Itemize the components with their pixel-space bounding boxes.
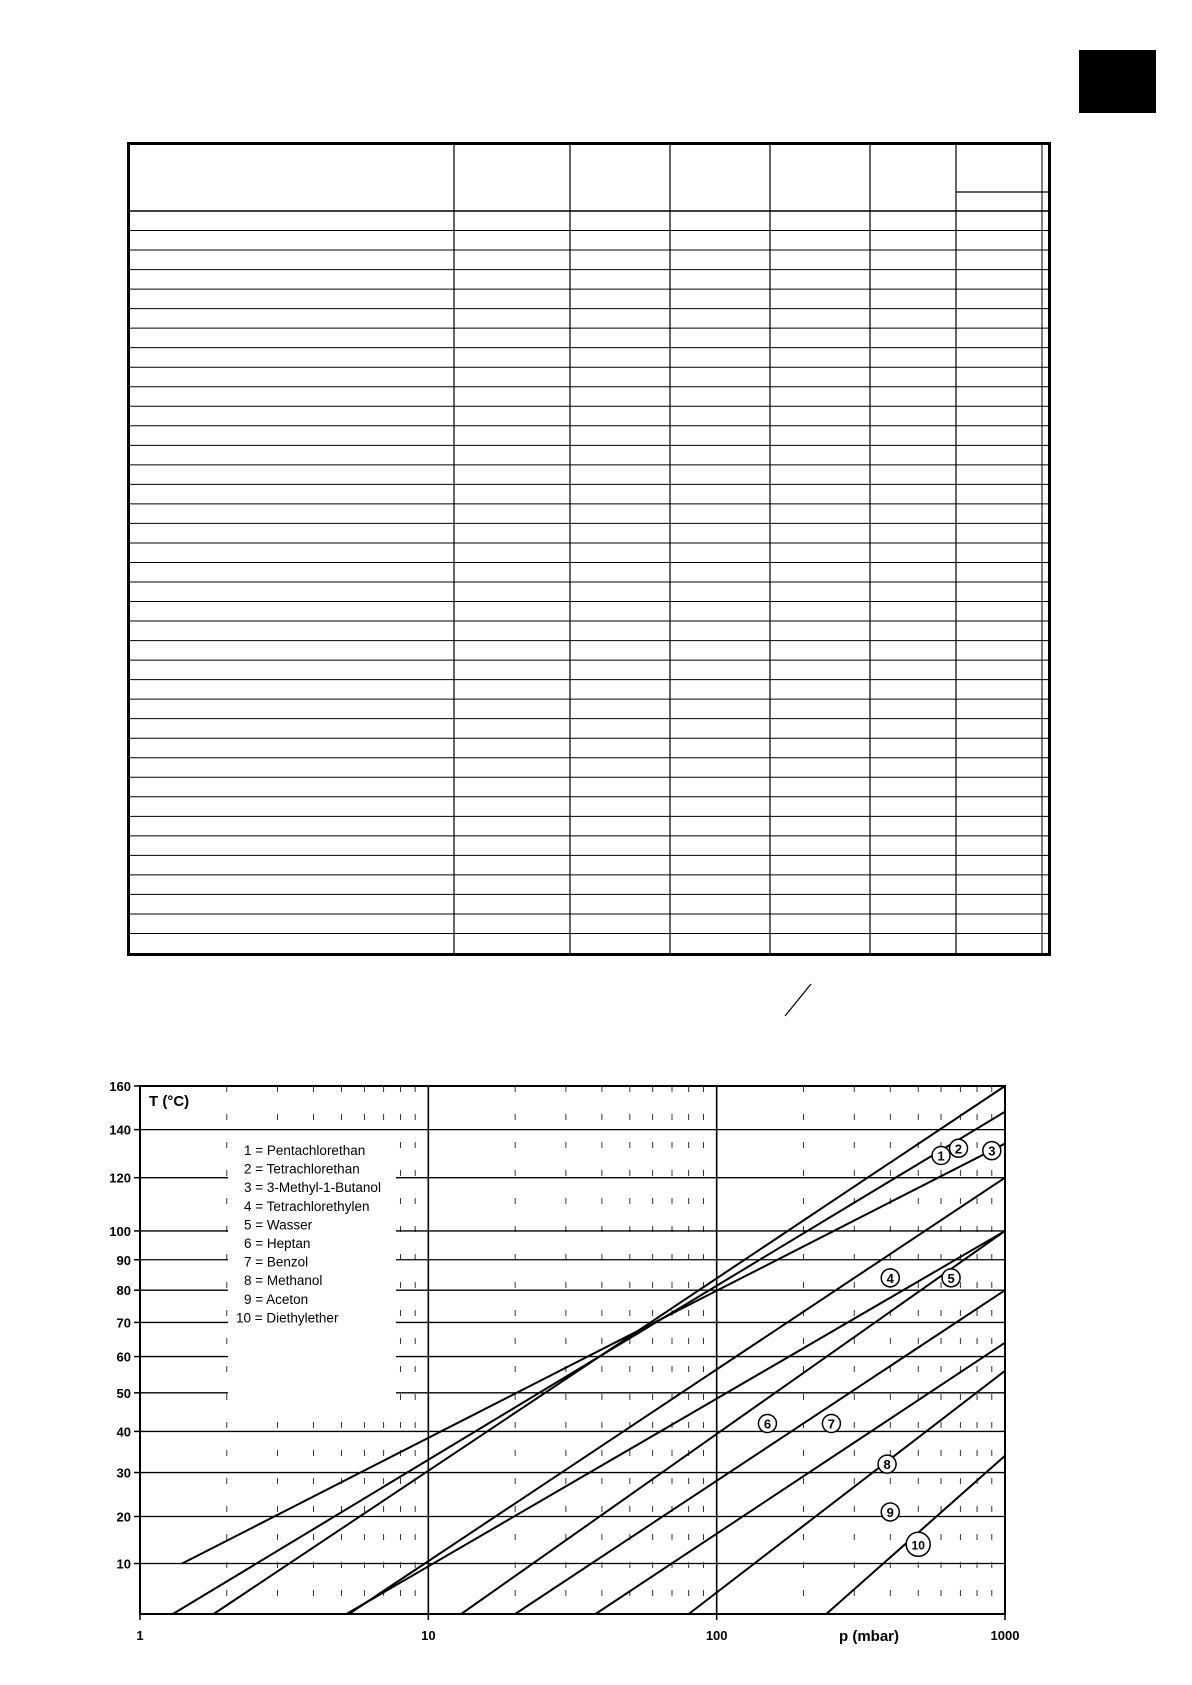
y-tick-label: 40 [116,1424,131,1440]
y-tick-label: 140 [109,1122,131,1138]
y-tick-label: 120 [109,1170,131,1186]
y-tick-label: 160 [109,1079,131,1094]
legend-entry: 2 = Tetrachlorethan [244,1161,360,1177]
chapter-tab-marker [1079,50,1156,113]
series-label-number: 10 [911,1538,925,1553]
series-label-9 [881,1503,899,1521]
y-tick-label: 50 [116,1385,131,1401]
series-label-6 [758,1415,776,1433]
series-label-4 [881,1269,899,1287]
y-tick-label: 70 [116,1315,131,1331]
series-label-number: 5 [947,1270,955,1286]
x-tick-label: 100 [705,1628,728,1643]
empty-data-table [127,142,1051,956]
legend-entry: 1 = Pentachlorethan [244,1143,366,1158]
y-tick-label: 100 [109,1223,131,1239]
x-axis-title: p (mbar) [839,1628,899,1645]
series-label-number: 7 [827,1416,836,1432]
series-label-number: 6 [763,1416,772,1432]
y-axis-title: T (°C) [149,1093,190,1110]
series-label-8 [878,1455,896,1473]
slash-mark [783,982,813,1018]
y-tick-label: 10 [116,1556,131,1572]
y-tick-label: 20 [116,1509,131,1525]
legend [228,1135,396,1407]
x-tick-label: 10 [421,1628,436,1643]
series-line-5 [346,1231,1005,1614]
series-label-number: 9 [886,1504,894,1520]
series-line-9 [689,1371,1005,1614]
series-number-labels [758,1139,1000,1556]
series-line-6 [461,1231,1005,1614]
legend-entry: 4 = Tetrachlorethylen [244,1198,370,1214]
table-grid [130,145,1048,953]
series-label-1 [932,1146,950,1164]
y-tick-label: 90 [116,1252,131,1268]
x-tick-label: 1000 [990,1628,1020,1643]
legend-entry: 6 = Heptan [244,1236,311,1251]
x-tick-label: 1 [136,1628,144,1643]
series-label-3 [983,1142,1001,1160]
y-tick-label: 60 [116,1349,131,1365]
legend-entry: 3 = 3-Methyl-1-Butanol [244,1180,381,1196]
series-label-number: 4 [886,1270,894,1286]
legend-entry: 7 = Benzol [244,1254,309,1270]
vapor-pressure-chart [0,1070,1192,1670]
series-label-number: 1 [937,1148,945,1164]
series-line-7 [515,1290,1005,1614]
series-label-10 [906,1532,930,1556]
series-label-2 [950,1139,968,1157]
legend-entry: 10 = Diethylether [236,1310,339,1326]
legend-entry: 9 = Aceton [244,1291,309,1307]
series-label-number: 8 [883,1457,891,1473]
series-label-7 [822,1415,840,1433]
series-label-5 [942,1269,960,1287]
y-tick-label: 80 [116,1283,131,1299]
series-label-number: 3 [988,1143,996,1159]
series-label-number: 2 [954,1141,963,1157]
legend-entry: 8 = Methanol [244,1273,323,1289]
legend-entry: 5 = Wasser [244,1217,313,1233]
series-line-8 [596,1343,1005,1614]
y-tick-label: 30 [116,1465,131,1481]
